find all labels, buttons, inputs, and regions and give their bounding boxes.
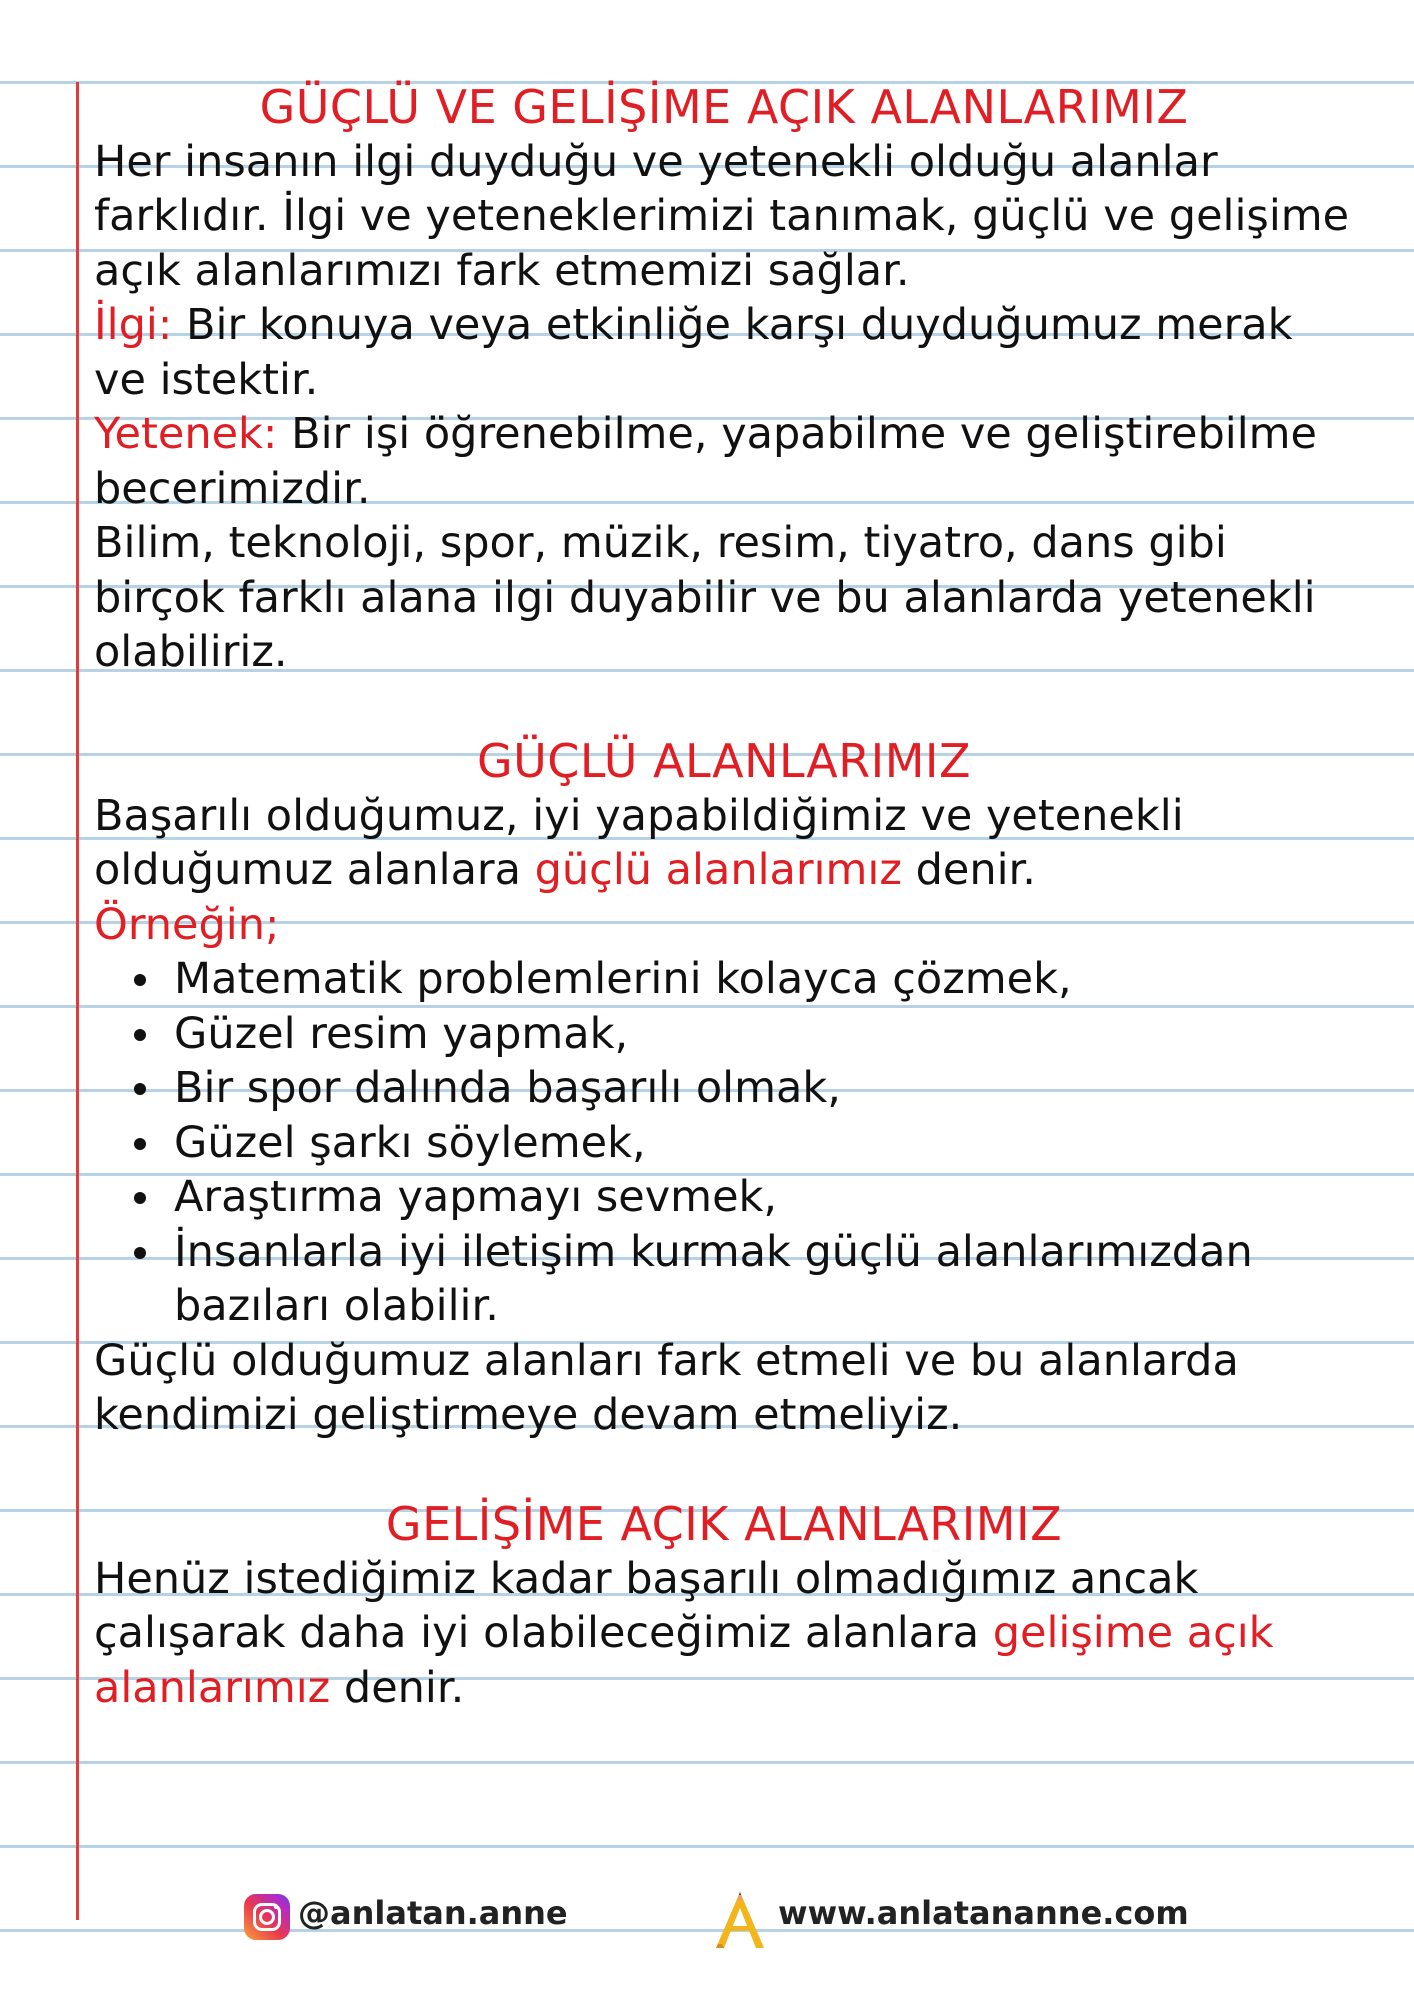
growth-def-after: denir. [330,1662,465,1713]
list-item: Araştırma yapmayı sevmek, [174,1170,1354,1225]
examples-list [94,952,1354,1334]
yetenek-term: Yetenek: [94,409,278,459]
strong-areas-title: GÜÇLÜ ALANLARIMIZ [476,734,972,788]
growth-def-term: gelişime açık alanlarımız [94,1608,1274,1713]
strong-areas-definition [94,789,1354,898]
strong-def-after: denir. [901,845,1036,895]
document-content [94,80,1354,1715]
ilgi-definition [94,298,1354,407]
strong-closing-paragraph: Güçlü olduğumuz alanları fark etmeli ve bu alanlarda kendimizi geliştirmeye devam etmeliyiz. [94,1335,1239,1440]
ilgi-term: İlgi: [94,300,173,350]
yetenek-text: Bir işi öğrenebilme, yapabilme ve geliştirebilme becerimizdir. [94,409,1318,514]
list-item: Güzel şarkı söylemek, [174,1116,1354,1171]
example-label: Örneğin; [94,899,280,950]
website-link[interactable]: www.anlatananne.com [778,1894,1189,1932]
instagram-icon[interactable] [244,1894,290,1940]
main-closing-paragraph: Bilim, teknoloji, spor, müzik, resim, tiyatro, dans gibi birçok farklı alana ilgi duyabilir ve bu alanlarda yetenekli olabiliriz. [94,518,1316,677]
instagram-handle[interactable]: @anlatan.anne [298,1894,568,1932]
main-title: GÜÇLÜ VE GELİŞİME AÇIK ALANLARIMIZ [259,80,1189,134]
intro-paragraph: Her insanın ilgi duyduğu ve yetenekli olduğu alanlar farklıdır. İlgi ve yeteneklerimizi tanımak, güçlü ve gelişime açık alanlarımızı fark etmemizi sağlar. [94,136,1350,296]
growth-def-before: Henüz istediğimiz kadar başarılı olmadığımız ancak çalışarak daha iyi olabileceğimiz alanlara [94,1553,1199,1658]
list-item: Güzel resim yapmak, [174,1007,1354,1062]
notebook-margin-line [76,82,79,1920]
section-spacer [94,1443,1354,1498]
list-item: Bir spor dalında başarılı olmak, [174,1061,1354,1116]
pencil-a-logo-icon [708,1890,772,1950]
ilgi-text: Bir konuya veya etkinliğe karşı duyduğumuz merak ve istektir. [94,300,1293,405]
growth-areas-title: GELİŞİME AÇIK ALANLARIMIZ [385,1497,1063,1551]
growth-areas-definition [94,1552,1354,1716]
footer [0,1890,1414,1950]
section-spacer [94,680,1354,735]
strong-def-term: güçlü alanlarımız [534,845,902,895]
yetenek-definition [94,407,1354,516]
strong-def-before: Başarılı olduğumuz, iyi yapabildiğimiz ve yetenekli olduğumuz alanlara [94,790,1184,895]
list-item: İnsanlarla iyi iletişim kurmak güçlü alanlarımızdan bazıları olabilir. [174,1225,1354,1334]
list-item: Matematik problemlerini kolayca çözmek, [174,952,1354,1007]
